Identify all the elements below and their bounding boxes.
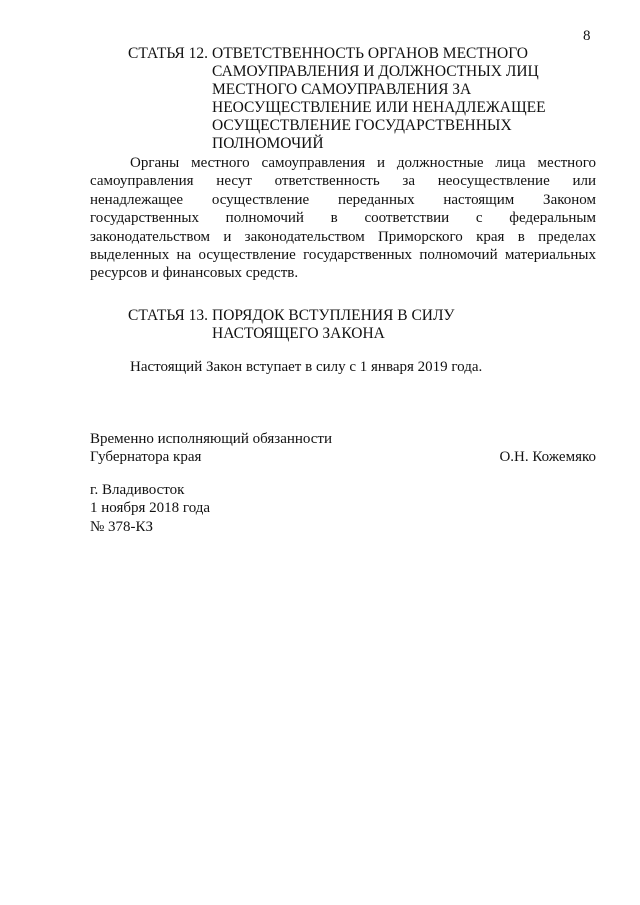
article-12-label: СТАТЬЯ 12. bbox=[128, 45, 208, 62]
article-12-title-line: ОТВЕТСТВЕННОСТЬ ОРГАНОВ МЕСТНОГО bbox=[212, 45, 528, 62]
article-13-heading bbox=[128, 307, 598, 343]
signatory-name: О.Н. Кожемяко bbox=[499, 449, 596, 466]
page-number: 8 bbox=[583, 28, 591, 44]
paragraph-line: ненадлежащее осуществление переданных настоящим Законом bbox=[90, 191, 596, 208]
article-12-title-line: МЕСТНОГО САМОУПРАВЛЕНИЯ ЗА bbox=[212, 81, 472, 98]
article-12-title-line: НЕОСУЩЕСТВЛЕНИЕ ИЛИ НЕНАДЛЕЖАЩЕЕ bbox=[212, 99, 546, 116]
city: г. Владивосток bbox=[90, 482, 185, 498]
article-13-title-line: ПОРЯДОК ВСТУПЛЕНИЯ В СИЛУ bbox=[212, 307, 455, 324]
law-number: № 378-КЗ bbox=[90, 518, 154, 535]
paragraph-line: Органы местного самоуправления и должностные лица местного bbox=[130, 155, 596, 171]
article-12-paragraph bbox=[90, 154, 596, 283]
article-12-title bbox=[212, 45, 546, 153]
place-date-block bbox=[90, 481, 210, 536]
article-12-heading bbox=[128, 45, 598, 153]
article-13-label: СТАТЬЯ 13. bbox=[128, 307, 208, 324]
article-12-title-line: САМОУПРАВЛЕНИЯ И ДОЛЖНОСТНЫХ ЛИЦ bbox=[212, 63, 539, 80]
paragraph-line: ресурсов и финансовых средств. bbox=[90, 265, 299, 282]
paragraph-line: законодательством и законодательством Приморского края в пределах bbox=[90, 228, 596, 245]
signature-block bbox=[90, 430, 596, 467]
article-13-title-line: НАСТОЯЩЕГО ЗАКОНА bbox=[212, 325, 385, 342]
article-13-title bbox=[212, 307, 454, 343]
article-12-title-line: ПОЛНОМОЧИЙ bbox=[212, 135, 324, 152]
paragraph-line: государственных полномочий в соответствии с федеральным bbox=[90, 210, 596, 227]
paragraph-line: самоуправления несут ответственность за неосуществление или bbox=[90, 173, 596, 190]
signatory-position-line1: Временно исполняющий обязанности bbox=[90, 431, 333, 447]
date: 1 ноября 2018 года bbox=[90, 500, 211, 517]
paragraph-line: выделенных на осуществление государственных полномочий материальных bbox=[90, 247, 596, 264]
signatory-position-line2: Губернатора края bbox=[90, 449, 202, 466]
article-13-paragraph: Настоящий Закон вступает в силу с 1 января 2019 года. bbox=[130, 359, 483, 375]
article-12-title-line: ОСУЩЕСТВЛЕНИЕ ГОСУДАРСТВЕННЫХ bbox=[212, 117, 512, 134]
